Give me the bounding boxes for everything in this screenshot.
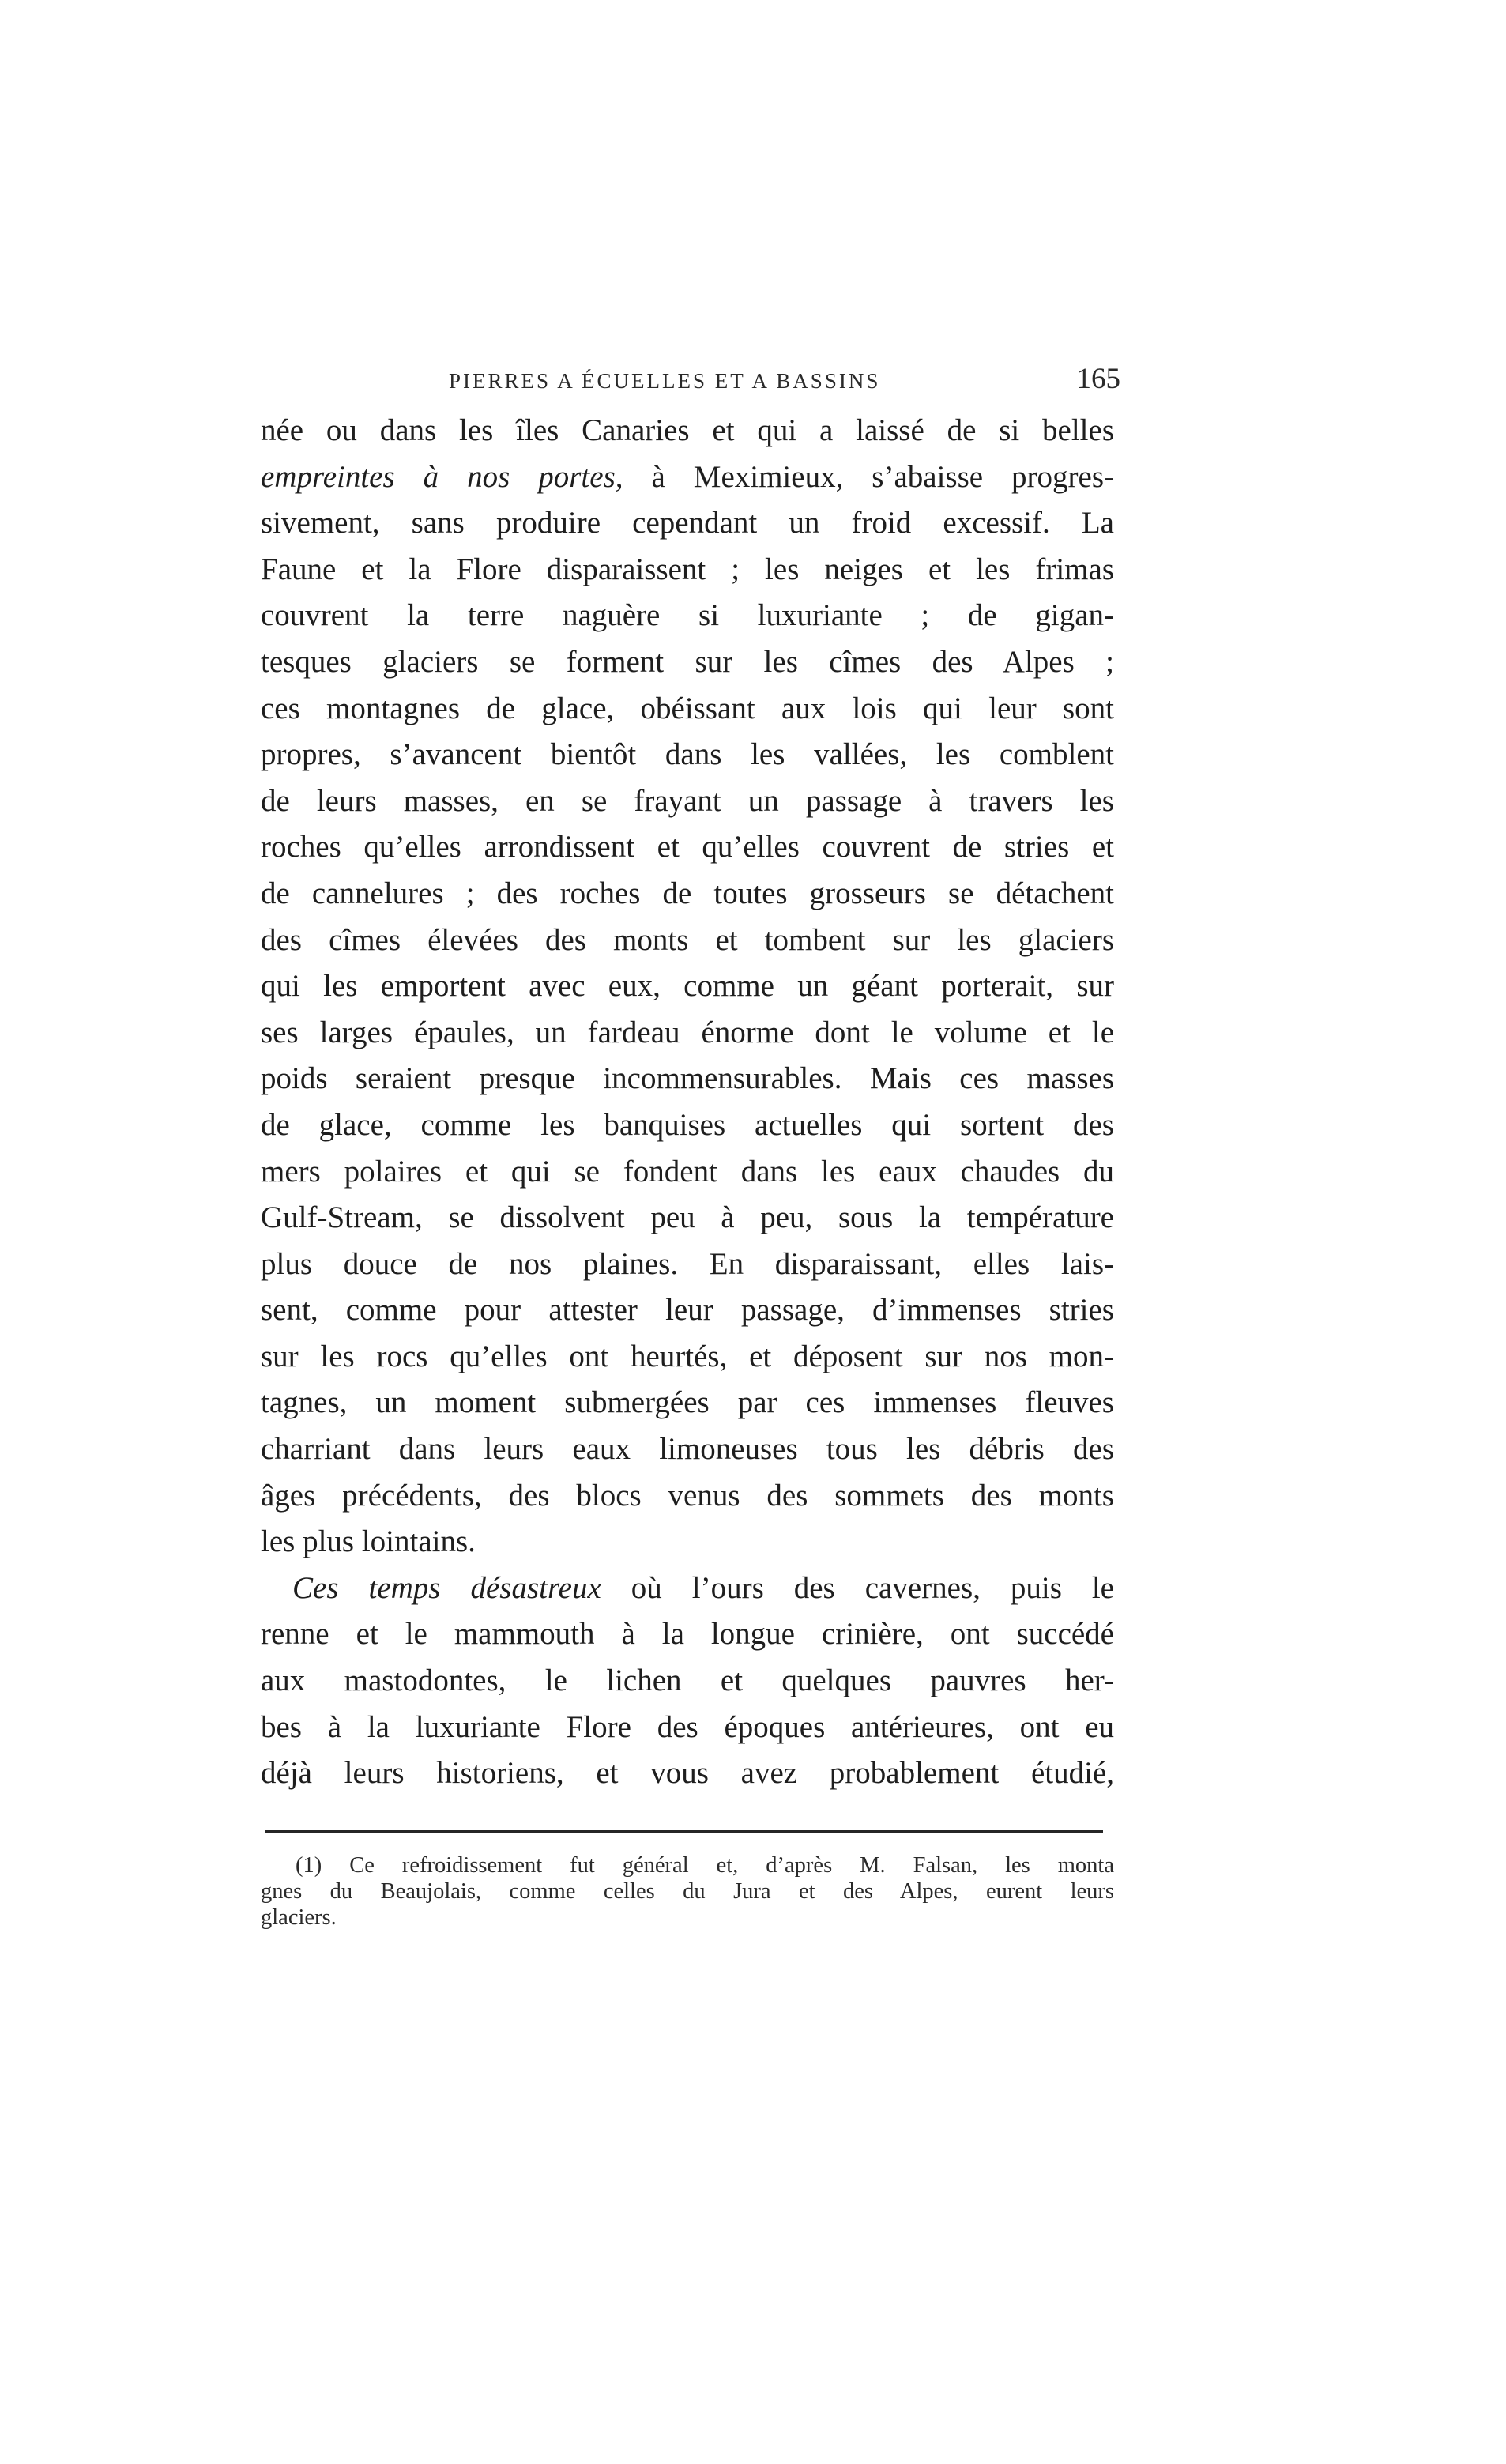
text-line: aux mastodontes, le lichen et quelques pauvres her- (261, 1663, 1114, 1698)
text-line: mers polaires et qui se fondent dans les eaux chaudes du (261, 1154, 1114, 1189)
text-line: ses larges épaules, un fardeau énorme dont le volume et le (261, 1015, 1114, 1049)
text-line: âges précédents, des blocs venus des sommets des monts (261, 1478, 1114, 1513)
footnote-line: (1) Ce refroidissement fut général et, d’après M. Falsan, les monta (296, 1853, 1114, 1878)
paragraph-start-line (261, 1565, 1114, 1612)
text-line (261, 454, 1114, 501)
text-line: tagnes, un moment submergées par ces immenses fleuves (261, 1385, 1114, 1420)
footnote-line: gnes du Beaujolais, comme celles du Jura et des Alpes, eurent leurs (261, 1879, 1114, 1904)
text-line: des cîmes élevées des monts et tombent sur les glaciers (261, 922, 1114, 957)
text-line: sivement, sans produire cependant un froid excessif. La (261, 506, 1114, 541)
running-title: PIERRES A ÉCUELLES ET A BASSINS (449, 369, 881, 393)
text-line: déjà leurs historiens, et vous avez probablement étudié, (261, 1756, 1114, 1791)
running-header (449, 365, 1120, 405)
footnote (261, 1852, 1114, 1931)
italic-phrase: empreintes à nos portes, (261, 459, 623, 494)
text-line: née ou dans les îles Canaries et qui a laissé de si belles (261, 413, 1114, 447)
italic-phrase: Ces temps désastreux (292, 1570, 601, 1605)
footnote-line: glaciers. (261, 1905, 337, 1930)
text-line: bes à la luxuriante Flore des époques antérieures, ont eu (261, 1709, 1114, 1744)
text-line: sent, comme pour attester leur passage, d’immenses stries (261, 1293, 1114, 1328)
page-number: 165 (1076, 363, 1120, 395)
text-line: de cannelures ; des roches de toutes grosseurs se détachent (261, 876, 1114, 910)
footnote-divider (265, 1830, 1103, 1833)
text-line: renne et le mammouth à la longue crinière, ont succédé (261, 1617, 1114, 1652)
text-line-rest: où l’ours des cavernes, puis le (601, 1570, 1114, 1605)
text-line: charriant dans leurs eaux limoneuses tous les débris des (261, 1432, 1114, 1467)
text-line: Gulf-Stream, se dissolvent peu à peu, sous la température (261, 1200, 1114, 1235)
text-line: Faune et la Flore disparaissent ; les neiges et les frimas (261, 552, 1114, 586)
text-line: de leurs masses, en se frayant un passage à travers les (261, 783, 1114, 818)
text-line: plus douce de nos plaines. En disparaissant, elles lais- (261, 1246, 1114, 1281)
body-text (261, 408, 1114, 1797)
text-line: sur les rocs qu’elles ont heurtés, et déposent sur nos mon- (261, 1339, 1114, 1373)
text-line: de glace, comme les banquises actuelles qui sortent des (261, 1107, 1114, 1142)
text-line: qui les emportent avec eux, comme un géant porterait, sur (261, 969, 1114, 1004)
text-line: poids seraient presque incommensurables. Mais ces masses (261, 1061, 1114, 1096)
text-line: roches qu’elles arrondissent et qu’elles couvrent de stries et (261, 830, 1114, 865)
text-line: tesques glaciers se forment sur les cîmes des Alpes ; (261, 644, 1114, 679)
paragraph-end-line: les plus lointains. (261, 1524, 476, 1559)
text-line: ces montagnes de glace, obéissant aux lois qui leur sont (261, 691, 1114, 725)
text-line-rest: à Meximieux, s’abaisse progres- (623, 459, 1114, 494)
text-line: couvrent la terre naguère si luxuriante ; de gigan- (261, 598, 1114, 633)
text-line: propres, s’avancent bientôt dans les vallées, les comblent (261, 737, 1114, 772)
